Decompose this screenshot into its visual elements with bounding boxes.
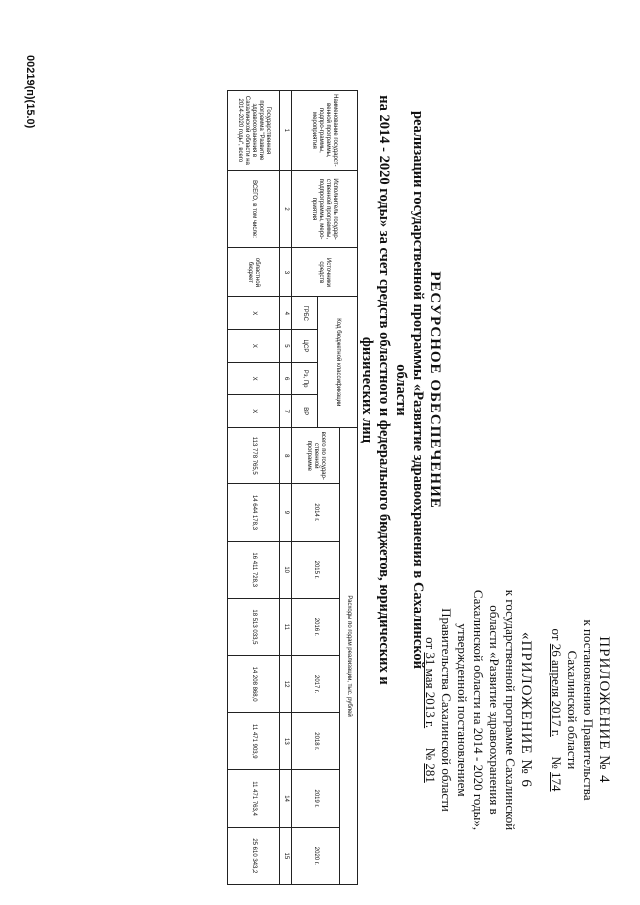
inner-line-2: области «Развитие здравоохранения в (487, 605, 502, 815)
header-executor: Исполнитель государ-ственной программы, подпрограммы, меро-приятия (292, 170, 358, 248)
header-budget-code: Код бюджетной классификации (318, 297, 358, 428)
column-number: 8 (280, 428, 292, 484)
inner-line-3: Сахалинской области на 2014 - 2020 годы», (471, 589, 486, 831)
header-year: 2016 г. (292, 598, 340, 655)
column-number: 5 (280, 330, 292, 363)
number-prefix: № (549, 756, 564, 769)
row-year-value: 16 411 728,3 (228, 541, 280, 598)
column-number: 2 (280, 170, 292, 248)
inner-line-1: к государственной программе Сахалинской (503, 589, 518, 831)
document-id: 00219(п)(15.0) (24, 55, 36, 129)
row-source: областной бюджет (228, 248, 280, 297)
row-year-value: 18 513 033,5 (228, 598, 280, 655)
header-total: всего по государ-ственной программе (292, 428, 340, 484)
header-row-1 (340, 91, 358, 885)
inner-number: 281 (423, 763, 438, 783)
column-number: 6 (280, 362, 292, 395)
decree-number: 174 (549, 772, 564, 792)
decree-line-2: Сахалинской области (565, 650, 580, 770)
inner-date-prefix: от (423, 637, 438, 650)
appendix-heading: ПРИЛОЖЕНИЕ № 4 (596, 636, 612, 784)
resource-table (227, 90, 358, 885)
date-prefix: от (549, 628, 564, 641)
header-grbs: ГРБС (292, 297, 318, 330)
inner-line-5: Правительства Сахалинской области (439, 608, 454, 812)
header-source: Источники средств (292, 248, 358, 297)
column-number: 15 (280, 827, 292, 884)
inner-number-prefix: № (423, 747, 438, 761)
title-line-1: реализации государственной программы «Развитие здравоохранения в Сахалинской области (393, 110, 426, 670)
column-number: 14 (280, 770, 292, 827)
decree-date-line (548, 560, 564, 860)
row-csr: X (228, 330, 280, 363)
row-program-name: Государственная программа "Развитие здравоохранения в Сахалинской области на 2014-2020 годы", всего (228, 91, 280, 171)
approval-block (422, 560, 612, 860)
column-number: 7 (280, 395, 292, 428)
title-line-2: на 2014 - 2020 годы» за счет средств областного и федерального бюджетов, юридических и (376, 95, 392, 685)
row-year-value: 14 644 178,3 (228, 484, 280, 541)
table-row (228, 91, 280, 885)
header-amounts: Расходы по годам реализации, тыс. рублей (340, 428, 358, 885)
header-name: Наименование государст-венной программы, подпро-граммы, мероприятия (292, 91, 358, 171)
header-vr: ВР (292, 395, 318, 428)
row-total: 113 778 765,5 (228, 428, 280, 484)
column-number: 1 (280, 91, 292, 171)
row-rzpr: X (228, 362, 280, 395)
decree-line-1: к постановлению Правительства (581, 619, 596, 801)
header-csr: ЦСР (292, 330, 318, 363)
column-number: 4 (280, 297, 292, 330)
column-number: 3 (280, 248, 292, 297)
title-main: РЕСУРСНОЕ ОБЕСПЕЧЕНИЕ (427, 271, 443, 509)
column-number-row (280, 91, 292, 885)
row-year-value: 14 208 868,0 (228, 656, 280, 713)
column-number: 12 (280, 656, 292, 713)
decree-date: 26 апреля 2017 г. (549, 643, 564, 737)
row-year-value: 25 610 343,2 (228, 827, 280, 884)
row-vr: X (228, 395, 280, 428)
inner-line-4: утвержденной постановлением (455, 623, 470, 797)
column-number: 9 (280, 484, 292, 541)
header-year: 2017 г. (292, 656, 340, 713)
row-year-value: 11 471 763,4 (228, 770, 280, 827)
row-year-value: 11 471 903,9 (228, 713, 280, 770)
header-rzpr: Рз, Пр (292, 362, 318, 395)
header-year: 2018 г. (292, 713, 340, 770)
header-year: 2019 г. (292, 770, 340, 827)
header-year: 2015 г. (292, 541, 340, 598)
inner-appendix-heading: «ПРИЛОЖЕНИЕ № 6 (518, 632, 534, 788)
column-number: 11 (280, 598, 292, 655)
title-line-3: физических лиц (359, 336, 375, 444)
document-title (358, 90, 443, 690)
row-grbs: X (228, 297, 280, 330)
rotated-landscape-content (20, 55, 618, 890)
column-number: 10 (280, 541, 292, 598)
row-executor: ВСЕГО, в том числе: (228, 170, 280, 248)
header-year: 2020 г. (292, 827, 340, 884)
inner-date: 31 мая 2013 г. (423, 652, 438, 729)
column-number: 13 (280, 713, 292, 770)
header-year: 2014 г. (292, 484, 340, 541)
